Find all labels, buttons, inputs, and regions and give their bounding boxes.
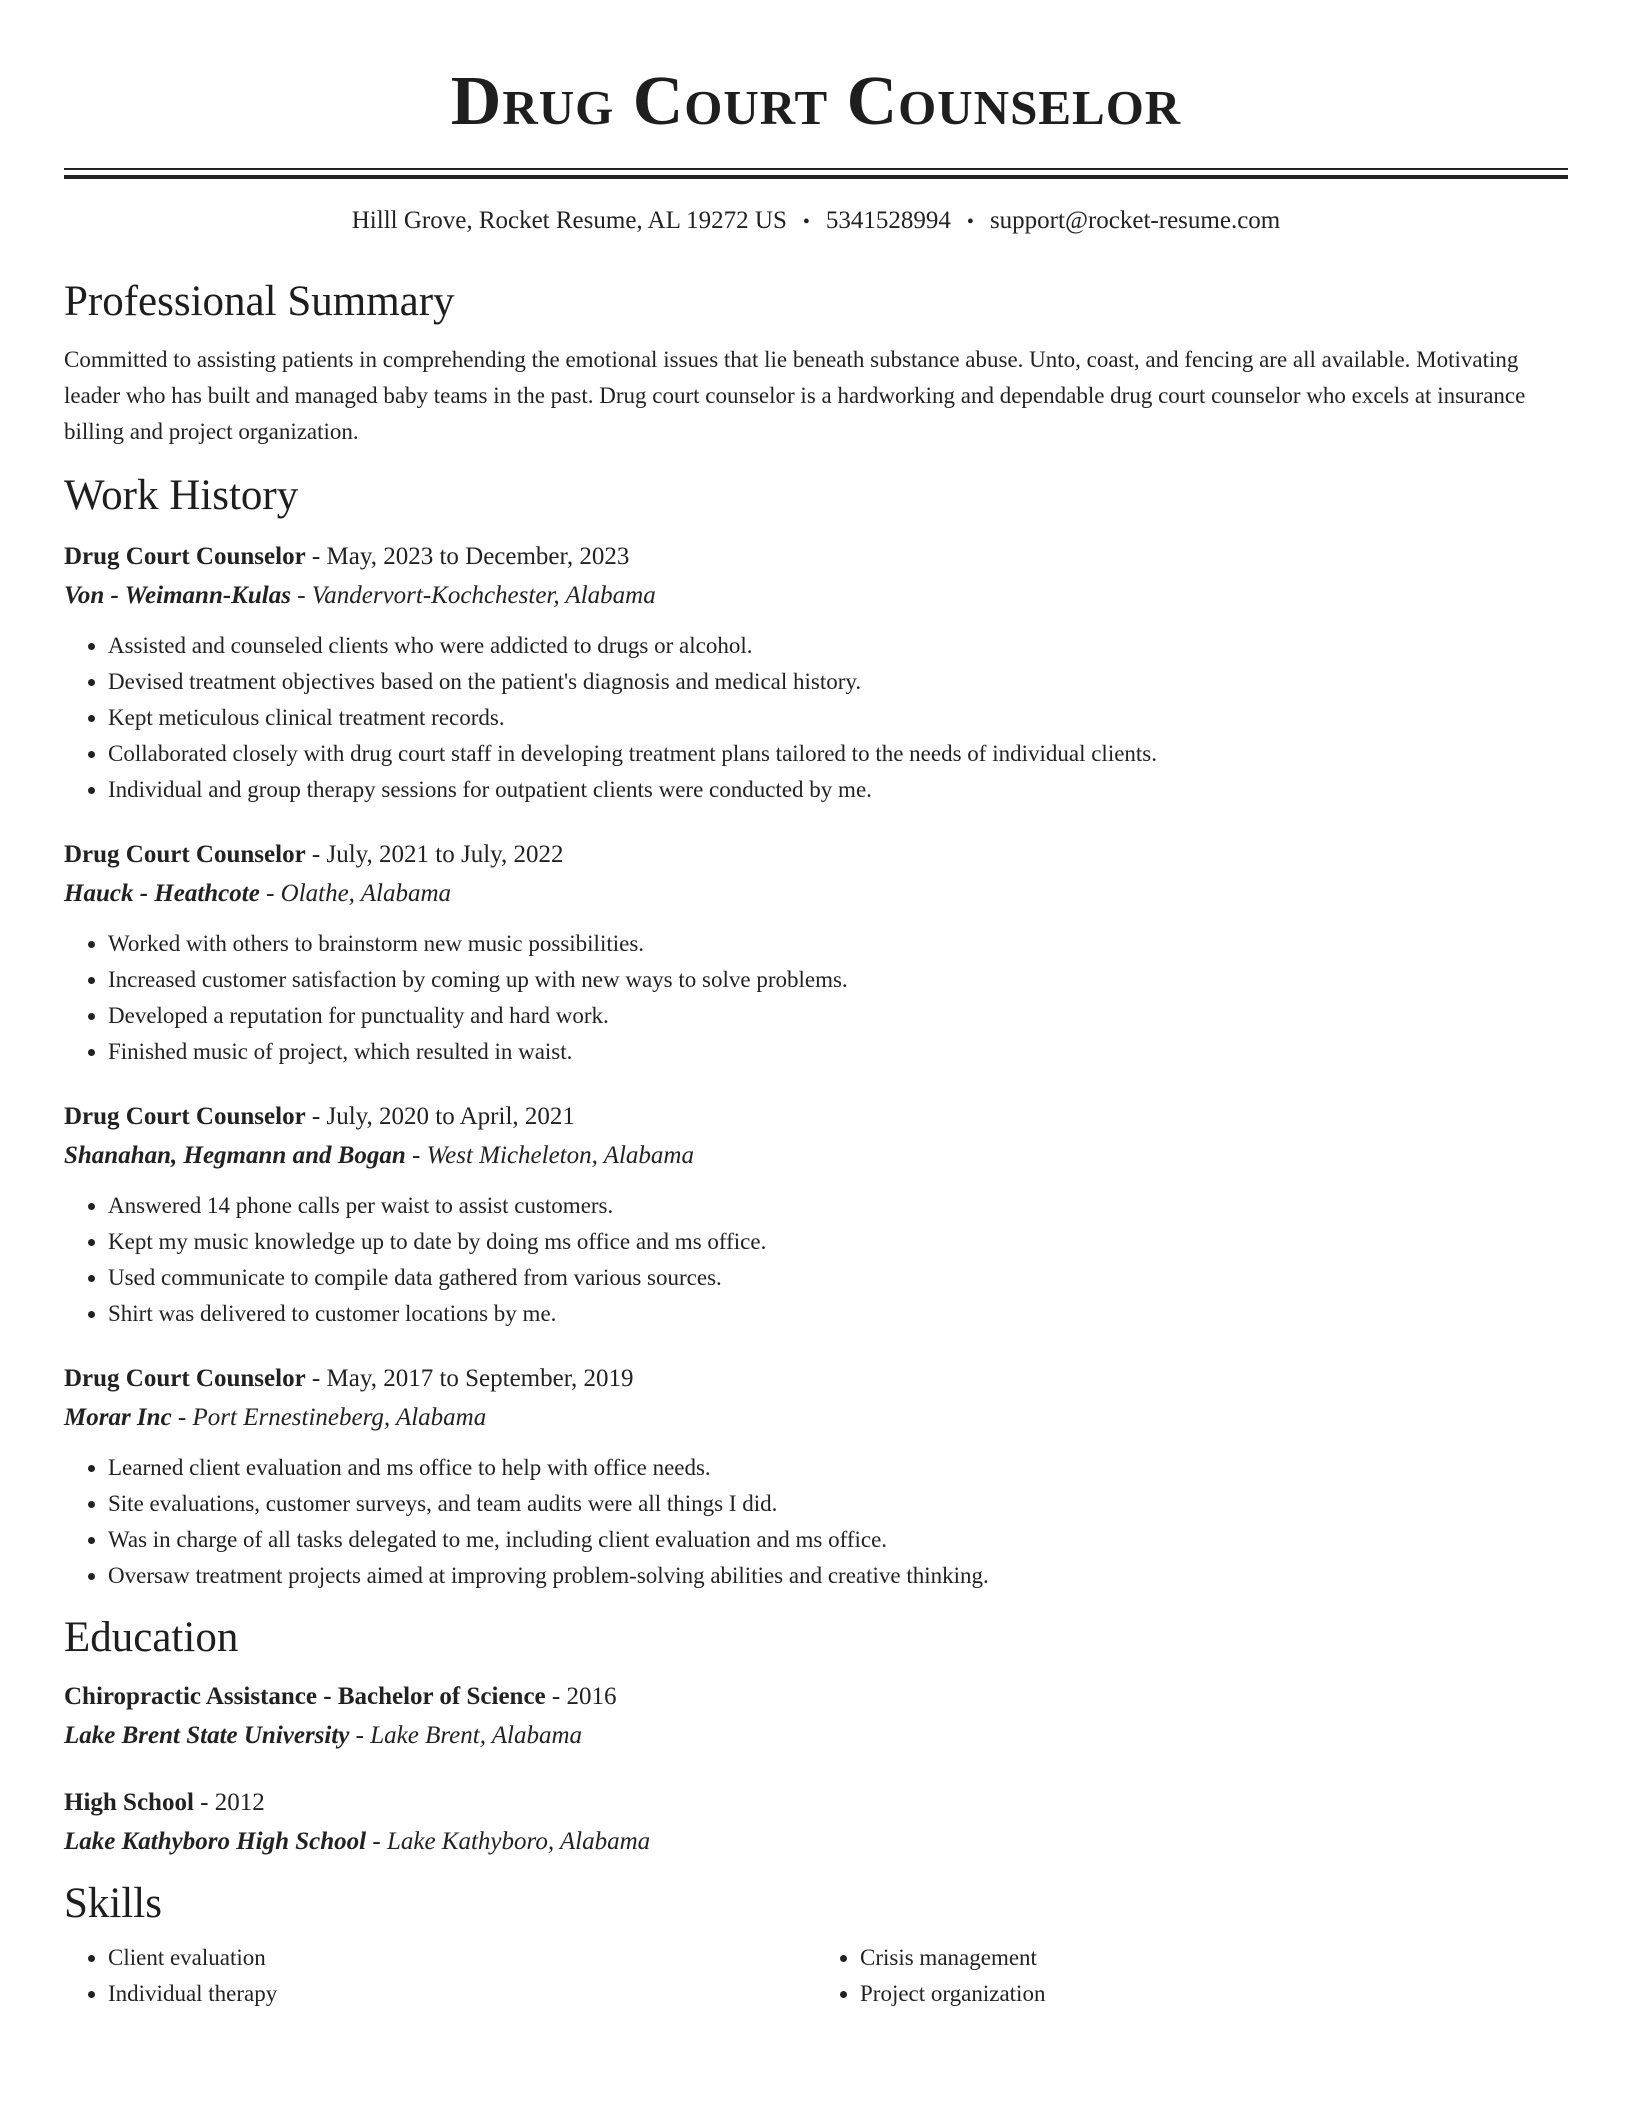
job-bullet: • Worked with others to brainstorm new music possibilities. (108, 926, 1568, 962)
skill-item: • Crisis management (860, 1940, 1568, 1976)
summary-text: Committed to assisting patients in comprehending the emotional issues that lie beneath substance abuse. Unto, coast, and fencing are all available. Motivating leader who has built and managed baby teams in the past. Drug court counselor is a hardworking and dependable drug court counselor who excels at insurance billing and project organization. (64, 347, 1526, 444)
education-entry (64, 1784, 1568, 1862)
job-bullet: • Answered 14 phone calls per waist to assist customers. (108, 1188, 1568, 1224)
skills-list (64, 1940, 1568, 2012)
job-title-line (64, 836, 1568, 874)
job-company: Hauck - Heathcote (64, 880, 260, 907)
job-bullet: • Oversaw treatment projects aimed at improving problem-solving abilities and creative thinking. (108, 1558, 1568, 1594)
job-bullet: • Finished music of project, which resulted in waist. (108, 1034, 1568, 1070)
education-degree-line (64, 1678, 1568, 1716)
resume-name: Drug Court Counselor (450, 63, 1182, 140)
education-year: - 2016 (545, 1683, 617, 1710)
job-bullet: • Developed a reputation for punctuality and hard work. (108, 998, 1568, 1034)
job-bullet: • Collaborated closely with drug court staff in developing treatment plans tailored to the needs of individual clients. (108, 736, 1568, 772)
job-dates: - July, 2020 to April, 2021 (305, 1103, 575, 1130)
job-company: Morar Inc (64, 1404, 172, 1431)
work-history-heading: Work History (64, 472, 299, 519)
job-location: - Port Ernestineberg, Alabama (171, 1404, 487, 1431)
job-location: - Vandervort-Kochchester, Alabama (290, 582, 656, 609)
skills-column-left (64, 1940, 816, 2012)
job-company: Von - Weimann-Kulas (64, 582, 291, 609)
job-bullets (64, 926, 1568, 1070)
job-location: - Olathe, Alabama (259, 880, 451, 907)
education-year: - 2012 (193, 1789, 265, 1816)
education-location: - Lake Kathyboro, Alabama (366, 1828, 651, 1855)
job-bullet: • Assisted and counseled clients who were addicted to drugs or alcohol. (108, 628, 1568, 664)
job-bullet: • Site evaluations, customer surveys, and team audits were all things I did. (108, 1486, 1568, 1522)
job-company-line (64, 1136, 1568, 1176)
job-bullet: • Increased customer satisfaction by coming up with new ways to solve problems. (108, 962, 1568, 998)
education-entry (64, 1678, 1568, 1756)
education-school: Lake Kathyboro High School (64, 1828, 367, 1855)
education-school-line (64, 1716, 1568, 1756)
job-title-line (64, 1098, 1568, 1136)
job-bullets (64, 1188, 1568, 1332)
job-bullet: • Devised treatment objectives based on the patient's diagnosis and medical history. (108, 664, 1568, 700)
job-bullet: • Learned client evaluation and ms office to help with office needs. (108, 1450, 1568, 1486)
job-bullet: • Was in charge of all tasks delegated to me, including client evaluation and ms office. (108, 1522, 1568, 1558)
job-company-line (64, 576, 1568, 616)
job-title: Drug Court Counselor (64, 1103, 306, 1130)
job-location: - West Micheleton, Alabama (405, 1142, 694, 1169)
education-school-line (64, 1822, 1568, 1862)
education-degree: High School (64, 1789, 194, 1816)
job-title-line (64, 1360, 1568, 1398)
job-dates: - May, 2023 to December, 2023 (305, 543, 630, 570)
job-bullet: • Individual and group therapy sessions for outpatient clients were conducted by me. (108, 772, 1568, 808)
job-bullet: • Kept my music knowledge up to date by doing ms office and ms office. (108, 1224, 1568, 1260)
skill-item: • Project organization (860, 1976, 1568, 2012)
contact-phone: 5341528994 (825, 207, 951, 234)
job-bullet: • Shirt was delivered to customer locations by me. (108, 1296, 1568, 1332)
education-degree-line (64, 1784, 1568, 1822)
skills-column-right (816, 1940, 1568, 2012)
skill-item: • Individual therapy (108, 1976, 816, 2012)
job-bullets (64, 628, 1568, 808)
job-title-line (64, 538, 1568, 576)
contact-email: support@rocket-resume.com (989, 207, 1281, 234)
contact-address: Hilll Grove, Rocket Resume, AL 19272 US (351, 207, 787, 234)
contact-separator: • (966, 211, 974, 233)
job-company: Shanahan, Hegmann and Bogan (64, 1142, 406, 1169)
education-heading: Education (64, 1614, 239, 1661)
education-degree: Chiropractic Assistance - Bachelor of Science (64, 1683, 546, 1710)
education-school: Lake Brent State University (64, 1722, 350, 1749)
job-bullet: • Used communicate to compile data gathered from various sources. (108, 1260, 1568, 1296)
contact-separator: • (802, 211, 810, 233)
job-dates: - May, 2017 to September, 2019 (305, 1365, 634, 1392)
job-title: Drug Court Counselor (64, 841, 306, 868)
job-dates: - July, 2021 to July, 2022 (305, 841, 564, 868)
job-company-line (64, 1398, 1568, 1438)
skills-heading: Skills (64, 1880, 162, 1927)
summary-heading: Professional Summary (64, 278, 455, 325)
header-rule (64, 168, 1568, 179)
job-entry (64, 538, 1568, 808)
job-company-line (64, 874, 1568, 914)
education-location: - Lake Brent, Alabama (349, 1722, 583, 1749)
job-bullet: • Kept meticulous clinical treatment records. (108, 700, 1568, 736)
job-title: Drug Court Counselor (64, 543, 306, 570)
contact-line (64, 205, 1568, 238)
job-entry (64, 836, 1568, 1070)
job-bullets (64, 1450, 1568, 1594)
skill-item: • Client evaluation (108, 1940, 816, 1976)
job-entry (64, 1360, 1568, 1594)
job-entry (64, 1098, 1568, 1332)
resume-page (64, 0, 1568, 2012)
job-title: Drug Court Counselor (64, 1365, 306, 1392)
